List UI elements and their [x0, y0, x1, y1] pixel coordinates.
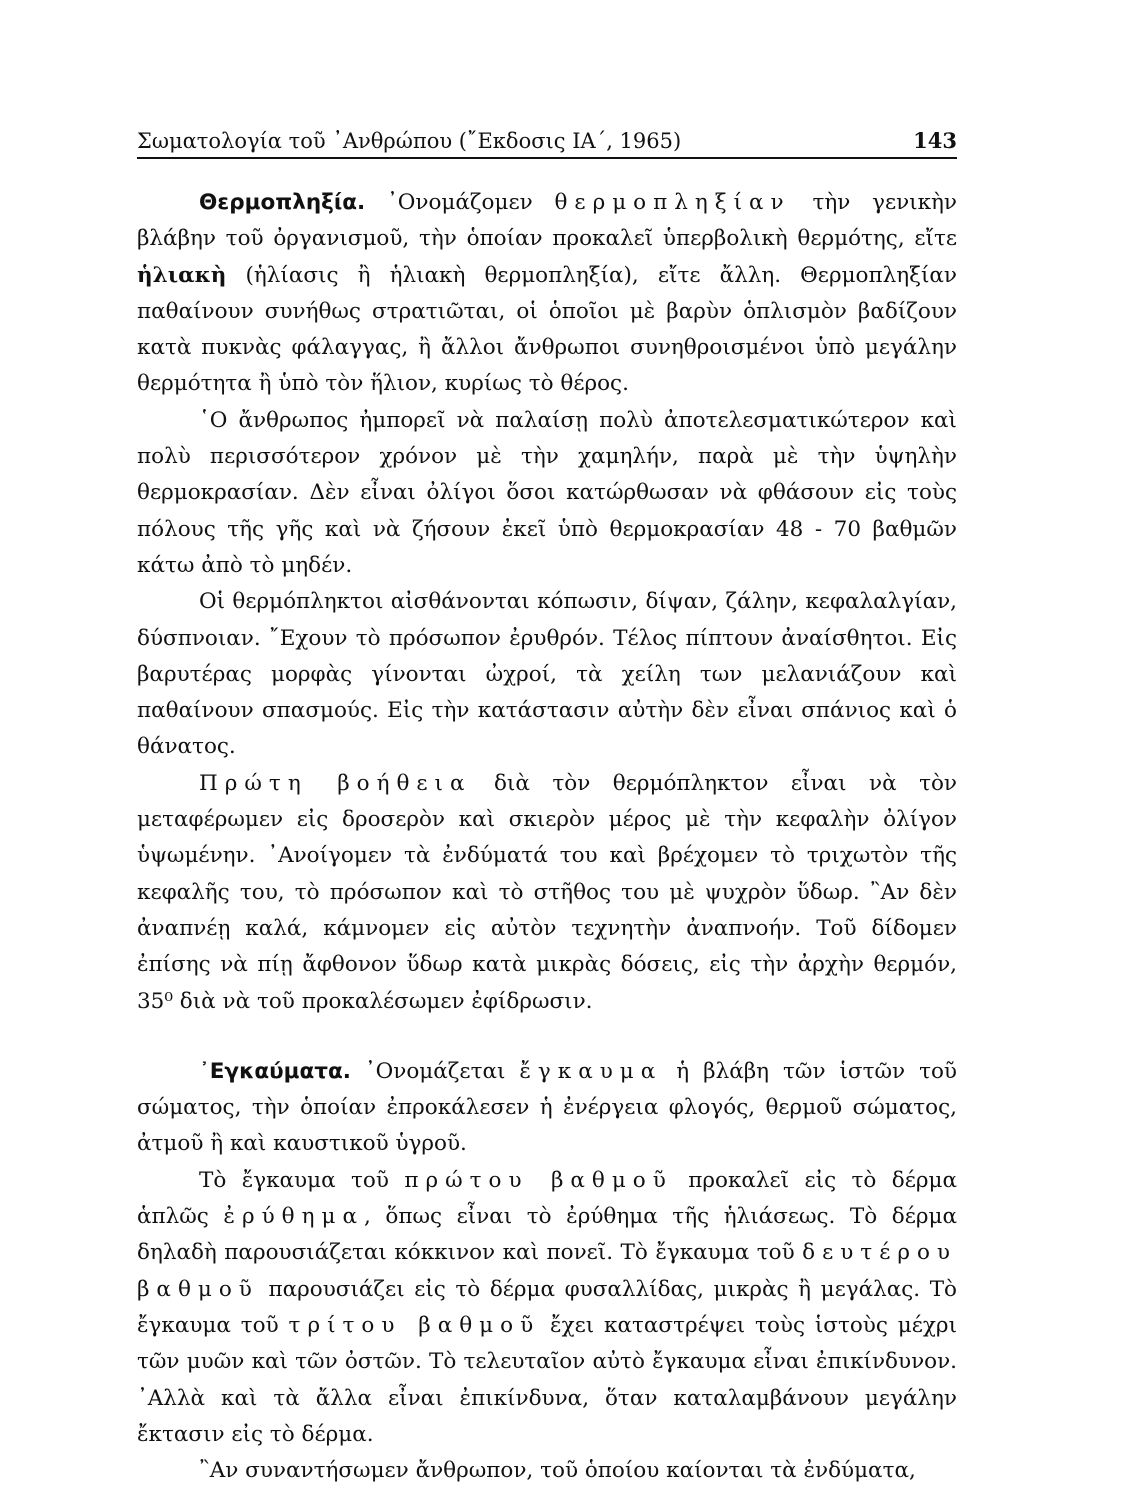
running-header [137, 126, 957, 156]
defined-term: Πρώτη βοήθεια [199, 770, 472, 796]
emphasis-term: ἡλιακὴ [137, 262, 227, 288]
header-title: Σωματολογία τοῦ ᾽Ανθρώπου (῎Εκδοσις ΙΑ΄, 1965) [137, 129, 682, 153]
header-rule [137, 157, 957, 159]
paragraph: Θερμοπληξία. ᾽Ονομάζομεν θερμοπληξίαν τὴν γενικὴν βλάβην τοῦ ὀργανισμοῦ, τὴν ὁποίαν προκαλεῖ ὑπερβολικὴ θερμότης, εἴτε ἡλιακὴ (ἡλίασις ἢ ἡλιακὴ θερμοπληξία), εἴτε ἄλλη. Θερμοπληξίαν παθαίνουν συνήθως στρατιῶται, οἱ ὁποῖοι μὲ βαρὺν ὁπλισμὸν βαδίζουν κατὰ πυκνὰς φάλαγγας, ἢ ἄλλοι ἄνθρωποι συνηθροισμένοι ὑπὸ μεγάλην θερμότητα ἢ ὑπὸ τὸν ἥλιον, κυρίως τὸ θέρος. [137, 190, 957, 397]
defined-term: δευτέρου βαθμοῦ [137, 1240, 957, 1302]
paragraph: Οἱ θερμόπληκτοι αἰσθάνονται κόπωσιν, δίψαν, ζάλην, κεφαλαλγίαν, δύσπνοιαν. ῎Εχουν τὸ πρόσωπον ἐρυθρόν. Τέλος πίπτουν ἀναίσθητοι. Εἰς βαρυτέρας μορφὰς γίνονται ὠχροί, τὰ χείλη των μελανιάζουν καὶ παθαίνουν σπασμούς. Εἰς τὴν κατάστασιν αὐτὴν δὲν εἶναι σπάνιος καὶ ὁ θάνατος. [137, 589, 957, 760]
section-heading-burns: ᾽Εγκαύματα. [199, 1058, 351, 1084]
defined-term: πρώτου βαθμοῦ [404, 1167, 673, 1193]
section-spacer [137, 1020, 957, 1054]
section-heading-thermoplexia: Θερμοπληξία. [199, 190, 366, 215]
paragraph: ῾Ο ἄνθρωπος ἠμπορεῖ νὰ παλαίσῃ πολὺ ἀποτελεσματικώτερον καὶ πολὺ περισσότερον χρόνον μὲ τὴν χαμηλήν, παρὰ μὲ τὴν ὑψηλὴν θερμοκρασίαν. Δὲν εἶναι ὀλίγοι ὅσοι κατώρθωσαν νὰ φθάσουν εἰς τοὺς πόλους τῆς γῆς καὶ νὰ ζήσουν ἐκεῖ ὑπὸ θερμοκρασίαν 48 - 70 βαθμῶν κάτω ἀπὸ τὸ μηδέν. [137, 407, 957, 578]
paragraph: ῍Αν συναντήσωμεν ἄνθρωπον, τοῦ ὁποίου καίονται τὰ ἐνδύματα, [199, 1458, 916, 1484]
paragraph: ᾽Εγκαύματα. ᾽Ονομάζεται ἔγκαυμα ἡ βλάβη τῶν ἱστῶν τοῦ σώματος, τὴν ὁποίαν ἐπροκάλεσεν ἡ ἐνέργεια φλογός, θερμοῦ σώματος, ἀτμοῦ ἢ καὶ καυστικοῦ ὑγροῦ. [137, 1058, 957, 1157]
page-number: 143 [913, 128, 957, 153]
defined-term: ἐρύθημα [223, 1204, 364, 1230]
defined-term: ἔγκαυμα [519, 1058, 663, 1084]
page-body [137, 185, 957, 1489]
paragraph: Πρώτη βοήθεια διὰ τὸν θερμόπληκτον εἶναι νὰ τὸν μεταφέρωμεν εἰς δροσερὸν καὶ σκιερὸν μέρος μὲ τὴν κεφαλὴν ὀλίγον ὑψωμένην. ᾽Ανοίγομεν τὰ ἐνδύματά του καὶ βρέχομεν τὸ τριχωτὸν τῆς κεφαλῆς του, τὸ πρόσωπον καὶ τὸ στῆθος του μὲ ψυχρὸν ὕδωρ. ῍Αν δὲν ἀναπνέῃ καλά, κάμνομεν εἰς αὐτὸν τεχνητὴν ἀναπνοήν. Τοῦ δίδομεν ἐπίσης νὰ πίῃ ἄφθονον ὕδωρ κατὰ μικρὰς δόσεις, εἰς τὴν ἀρχὴν θερμόν, 35⁰ διὰ νὰ τοῦ προκαλέσωμεν ἐφίδρωσιν. [137, 770, 957, 1014]
defined-term: θερμοπληξίαν [554, 190, 791, 215]
defined-term: τρίτου βαθμοῦ [288, 1312, 541, 1338]
paragraph: Τὸ ἔγκαυμα τοῦ πρώτου βαθμοῦ προκαλεῖ εἰς τὸ δέρμα ἁπλῶς ἐρύθημα, ὅπως εἶναι τὸ ἐρύθημα τῆς ἡλιάσεως. Τὸ δέρμα δηλαδὴ παρουσιάζεται κόκκινον καὶ πονεῖ. Τὸ ἔγκαυμα τοῦ δευτέρου βαθμοῦ παρουσιάζει εἰς τὸ δέρμα φυσαλλίδας, μικρὰς ἢ μεγάλας. Τὸ ἔγκαυμα τοῦ τρίτου βαθμοῦ ἔχει καταστρέψει τοὺς ἱστοὺς μέχρι τῶν μυῶν καὶ τῶν ὀστῶν. Τὸ τελευταῖον αὐτὸ ἔγκαυμα εἶναι ἐπικίνδυνον. ᾽Αλλὰ καὶ τὰ ἄλλα εἶναι ἐπικίνδυνα, ὅταν καταλαμβάνουν μεγάλην ἔκτασιν εἰς τὸ δέρμα. [137, 1167, 957, 1447]
